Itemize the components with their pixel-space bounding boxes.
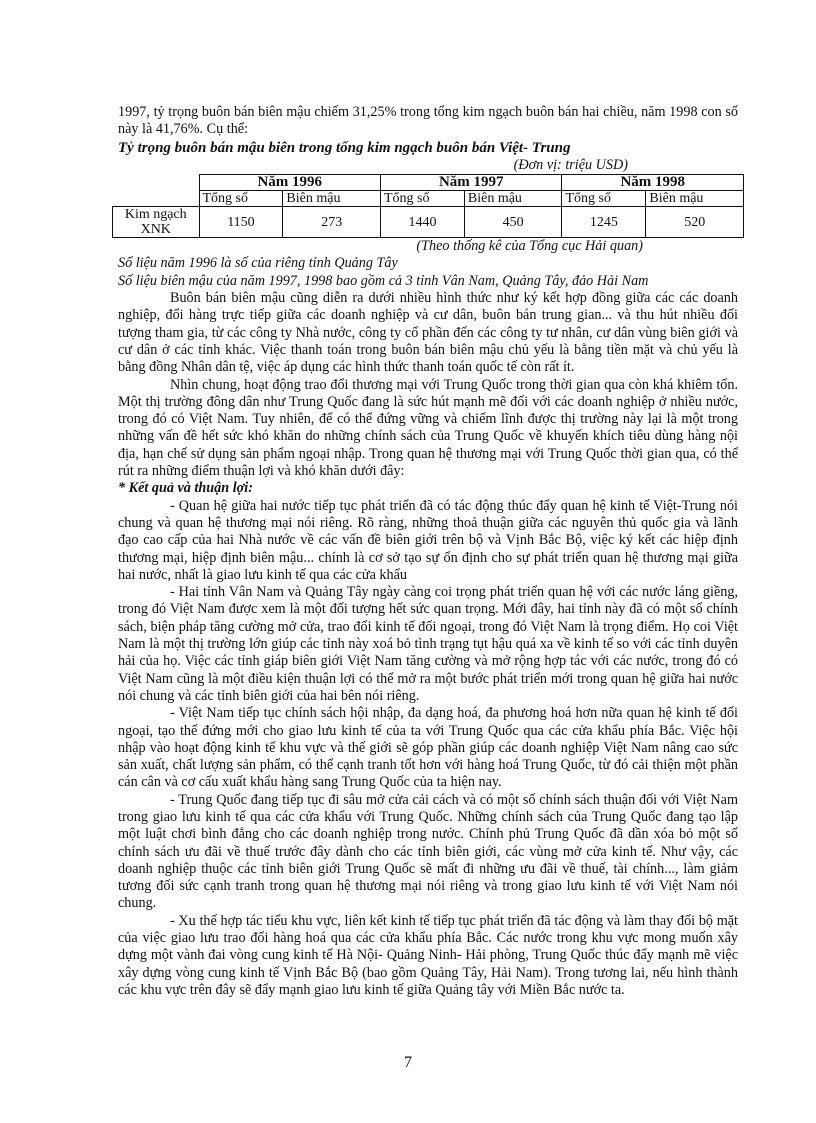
table-corner bbox=[113, 175, 200, 207]
paragraph-overview: Nhìn chung, hoạt động trao đổi thương mại với Trung Quốc trong thời gian qua còn khá khiêm tốn. Một thị trường đông dân như Trung Quốc đang là sức hút mạnh mẽ đối với các doanh nghiệp ở nhiều nước, trong đó có Việt Nam. Tuy nhiên, để có thể đứng vững và chiếm lĩnh được thị trường này lại là một trong những vấn đề hết sức khó khăn do những chính sách của Trung Quốc về khuyến khích tiêu dùng hàng nội địa, hạn chế sử dụng sản phẩm ngoại nhập. Trong quan hệ thương mại với Trung Quốc thời gian qua, có thể rút ra những điểm thuận lợi và khó khăn dưới đây: bbox=[118, 376, 738, 480]
year-1996: Năm 1996 bbox=[199, 175, 380, 191]
table-unit: (Đơn vị: triệu USD) bbox=[513, 156, 628, 173]
bullet-paragraph: - Quan hệ giữa hai nước tiếp tục phát triển đã có tác động thúc đẩy quan hệ kinh tế Việt-Trung nói chung và quan hệ thương mại nói riêng. Rõ ràng, những thoả thuận giữa các nguyên thủ quốc gia và lãnh đạo cao cấp của hai Nhà nước về các vấn đề biên giới trên bộ và Vịnh Bắc Bộ, việc ký kết các hiệp định thương mại, hiệp định biên mậu... chính là cơ sở tạo sự ổn định cho sự phát triển quan hệ thương mại giữa hai nước, nhất là giao lưu kinh tế qua các cửa khẩu bbox=[118, 497, 738, 583]
year-1998: Năm 1998 bbox=[562, 175, 744, 191]
page-number: 7 bbox=[404, 1054, 412, 1071]
note-1996: Số liệu năm 1996 là số của riêng tỉnh Quảng Tây bbox=[118, 255, 398, 272]
bullet-paragraph: - Trung Quốc đang tiếp tục đi sâu mở cửa cải cách và có một số chính sách thuận đối với Việt Nam trong giao lưu kinh tế qua các cửa khẩu với Trung Quốc. Những chính sách của Trung Quốc đang tạo lập một luật chơi bình đẳng cho các doanh nghiệp trong nước. Chính phủ Trung Quốc đã dần xóa bỏ một số chính sách ưu đãi về thuế trước đây dành cho các tỉnh biên giới, các vùng mở cửa kinh tế. Như vậy, các doanh nghiệp thuộc các tỉnh biên giới Trung Quốc sẽ mất đi những ưu đãi về thuế, tài chính..., làm giảm tương đối sức cạnh tranh trong quan hệ thương mại nói riêng và trong giao lưu kinh tế với Việt Nam nói chung. bbox=[118, 791, 738, 912]
paragraph-trade-forms: Buôn bán biên mậu cũng diễn ra dưới nhiều hình thức như ký kết hợp đồng giữa các các doanh nghiệp, đổi hàng trực tiếp giữa các doanh nghiệp và cư dân, buôn bán trung gian... và thu hút nhiều đối tượng tham gia, từ các công ty Nhà nước, công ty cổ phần đến các công ty tư nhân, cư dân vùng biên giới và cư dân ở các tỉnh khác. Việc thanh toán trong buôn bán biên mậu chủ yếu là bằng tiền mặt và chủ yếu là bằng đồng Nhân dân tệ, việc áp dụng các hình thức thanh toán quốc tế còn rất ít. bbox=[118, 290, 738, 376]
col-total-1997: Tổng số bbox=[380, 191, 464, 207]
cell-value: 273 bbox=[283, 207, 381, 238]
trade-table bbox=[112, 174, 744, 238]
section-heading: * Kết quả và thuận lợi: bbox=[118, 480, 253, 497]
col-total-1998: Tổng số bbox=[562, 191, 646, 207]
document-body bbox=[118, 104, 738, 999]
bullet-paragraph: - Hai tỉnh Vân Nam và Quảng Tây ngày càng coi trọng phát triển quan hệ với các nước láng giềng, trong đó Việt Nam được xem là một đối tượng hết sức quan trọng. Mới đây, hai tỉnh này đã có một số chính sách, biện pháp tăng cường mở cửa, trao đổi kinh tế đối ngoại, trong đó Việt Nam là trọng điểm. Họ coi Việt Nam là một thị trường lớn giúp các tỉnh này xoá bỏ tình trạng tụt hậu quá xa về kinh tế so với các tỉnh duyên hải của họ. Việc các tỉnh giáp biên giới Việt Nam tăng cường và mở rộng hợp tác với các nước, trong đó có Việt Nam cũng là một điều kiện thuận lợi có thể mở ra một bước phát triển mới trong quan hệ giữa hai nước nói chung và các tỉnh biên giới của hai bên nói riêng. bbox=[118, 584, 738, 704]
cell-value: 450 bbox=[464, 207, 562, 238]
col-border-1996: Biên mậu bbox=[283, 191, 381, 207]
year-1997: Năm 1997 bbox=[380, 175, 561, 191]
cell-value: 1440 bbox=[380, 207, 464, 238]
row-label: Kim ngạch XNK bbox=[113, 207, 200, 238]
table-title: Tỷ trọng buôn bán mậu biên trong tổng kim ngạch buôn bán Việt- Trung bbox=[118, 139, 571, 156]
col-border-1997: Biên mậu bbox=[464, 191, 562, 207]
intro-paragraph: 1997, tỷ trọng buôn bán biên mậu chiếm 31,25% trong tổng kim ngạch buôn bán hai chiều, năm 1998 con số này là 41,76%. Cụ thể: bbox=[118, 104, 738, 138]
col-border-1998: Biên mậu bbox=[646, 191, 744, 207]
cell-value: 520 bbox=[646, 207, 744, 238]
cell-value: 1150 bbox=[199, 207, 283, 238]
note-1997-1998: Số liệu biên mậu của năm 1997, 1998 bao gồm cả 3 tỉnh Vân Nam, Quảng Tây, đảo Hải Nam bbox=[118, 272, 649, 289]
bullet-paragraph: - Xu thế hợp tác tiểu khu vực, liên kết kinh tế tiếp tục phát triển đã tác động và làm thay đổi bộ mặt của việc giao lưu trao đổi hàng hoá qua các cửa khẩu phía Bắc. Các nước trong khu vực mong muốn xây dựng một vành đai vòng cung kinh tế Hà Nội- Quảng Ninh- Hải phòng, Trung Quốc thúc đẩy mạnh mẽ việc xây dựng vòng cung kinh tế Vịnh Bắc Bộ (bao gồm Quảng Tây, Hải Nam). Trong tương lai, nếu hình thành các khu vực trên đây sẽ đẩy mạnh giao lưu kinh tế giữa Quảng tây với Miền Bắc nước ta. bbox=[118, 912, 738, 998]
bullet-paragraph: - Việt Nam tiếp tục chính sách hội nhập, đa dạng hoá, đa phương hoá hơn nữa quan hệ kinh tế đối ngoại, tạo thế đứng mới cho giao lưu kinh tế của ta với Trung Quốc qua các cửa khẩu phía Bắc. Việc hội nhập vào hoạt động kinh tế khu vực và thế giới sẽ góp phần giúp các doanh nghiệp Việt Nam nâng cao sức sản xuất, chất lượng sản phẩm, có thể cạnh tranh tốt hơn với hàng hoá Trung Quốc, từ đó cải thiện một phần cán cân và cơ cấu xuất khẩu hàng sang Trung Quốc của ta hiện nay. bbox=[118, 705, 738, 791]
cell-value: 1245 bbox=[562, 207, 646, 238]
col-total-1996: Tổng số bbox=[199, 191, 283, 207]
table-source: (Theo thống kê của Tổng cục Hải quan) bbox=[416, 238, 643, 255]
